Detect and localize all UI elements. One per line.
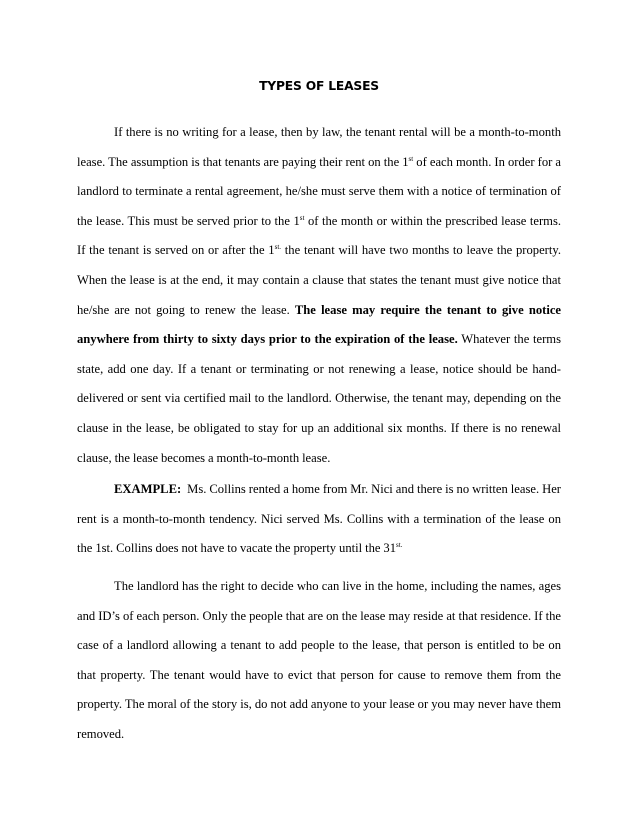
text-segment: The landlord has the right to decide who can live in the home, including the names, ages and ID’s of each person. Only the people that are on the lease may reside at that residence. If the case of a landlord allowing a tenant to add people to the lease, that person is entitled to be on that property. The tenant would have to evict that person for cause to remove them from the property. The moral of the story is, do not add anyone to your lease or you may never have them removed. <box>77 579 561 741</box>
text-segment: Ms. Collins rented a home from Mr. Nici and there is no written lease. Her rent is a month-to-month tendency. Nici served Ms. Collins with a termination of the lease on the 1st. Collins does not have to vacate the property until the 31 <box>77 482 564 556</box>
superscript: st <box>408 154 414 163</box>
text-segment: of the month or within the prescribed lease terms. If the tenant is served on or after the 1 <box>77 213 561 258</box>
document-body <box>77 0 564 826</box>
paragraph-lease-basics <box>77 118 561 473</box>
text-segment: If there is no writing for a lease, then by law, the tenant rental will be a month-to-month lease. The assumption is that tenants are paying their rent on the 1 <box>77 125 561 169</box>
text-segment: Whatever the terms state, add one day. If a tenant or terminating or not renewing a lease, notice should be hand-delivered or sent via certified mail to the landlord. Otherwise, the tenant may, depending on the clause in the lease, be obligated to stay for up an additional six months. If there is no renewal clause, the lease becomes a month-to-month lease. <box>77 332 561 465</box>
paragraph-example <box>77 475 564 564</box>
page-title: TYPES OF LEASES <box>259 79 379 93</box>
paragraph-occupants <box>77 572 561 750</box>
text-segment: of each month. In order for a landlord to terminate a rental agreement, he/she must serve them with a notice of termination of the lease. This must be served prior to the 1 <box>77 154 561 228</box>
example-label: EXAMPLE: <box>114 482 182 496</box>
text-segment: the tenant will have two months to leave the property. When the lease is at the end, it may contain a clause that states the tenant must give notice that he/she are not going to renew the lease. <box>77 243 561 317</box>
superscript: st. <box>274 243 282 252</box>
bold-notice-statement: The lease may require the tenant to give notice anywhere from thirty to sixty days prior to the expiration of the lease. <box>77 302 561 347</box>
superscript: st <box>299 213 305 222</box>
superscript: st. <box>396 541 403 550</box>
